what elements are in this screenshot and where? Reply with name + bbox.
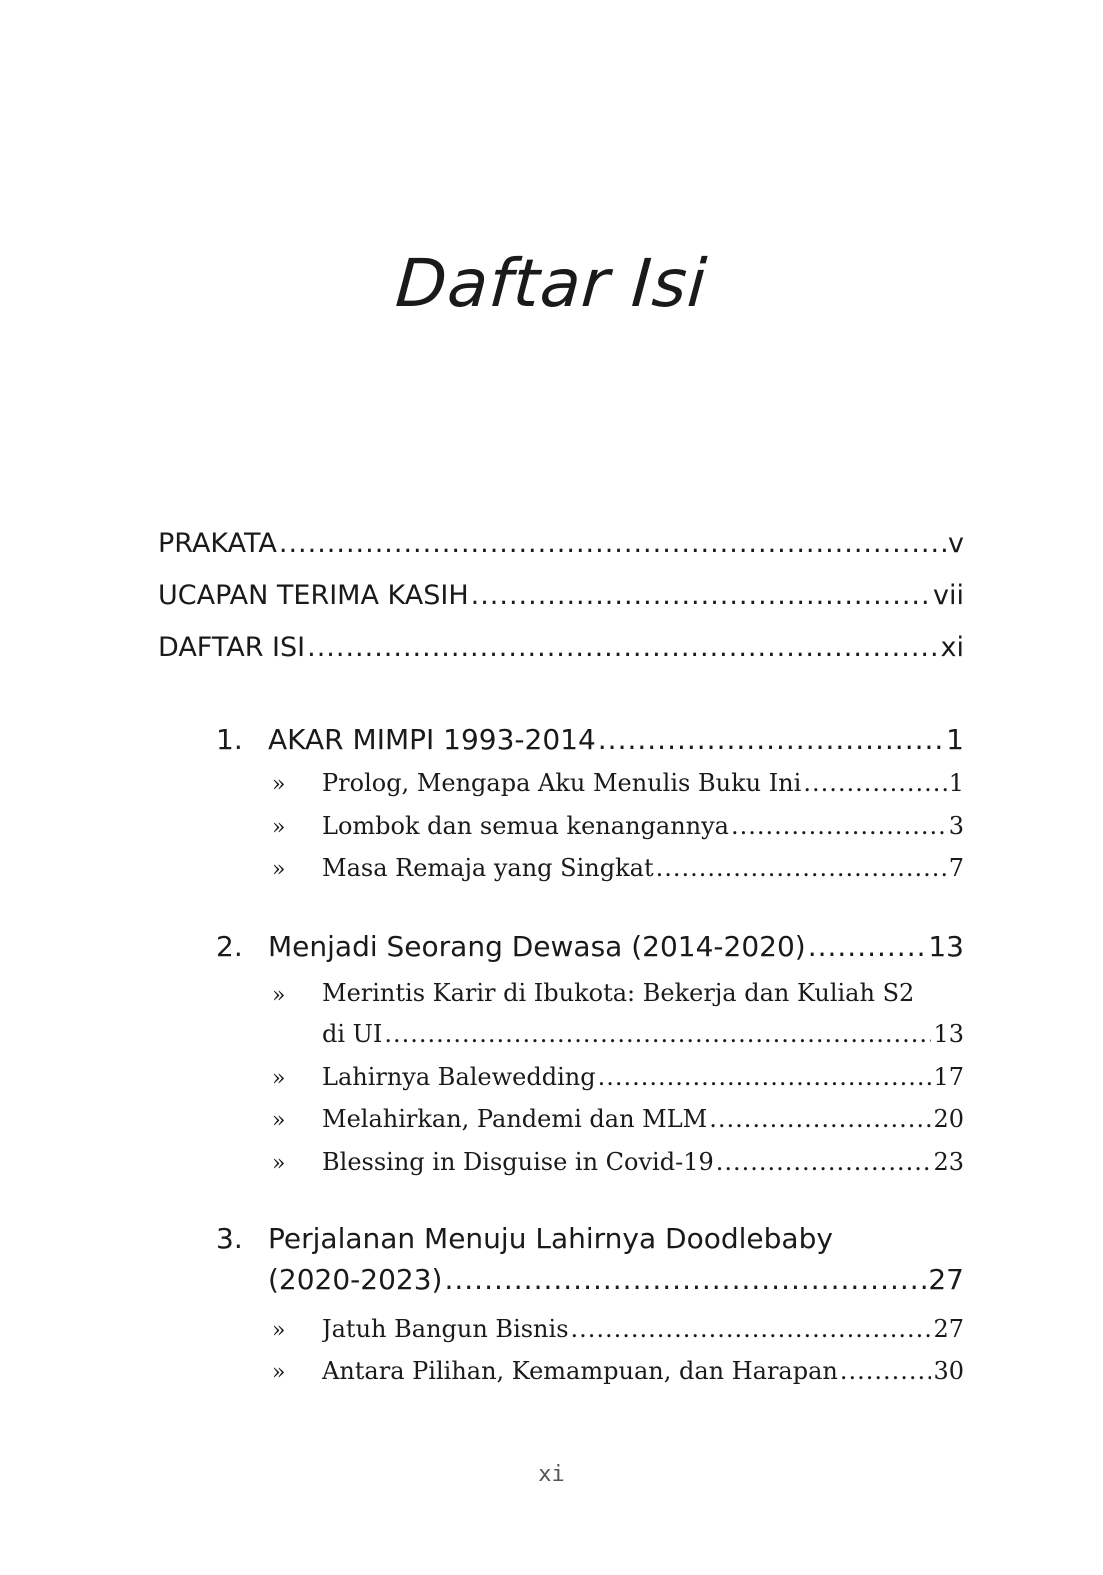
section-title: Blessing in Disguise in Covid-19 [322, 1148, 714, 1176]
section-title: di UI [322, 1020, 383, 1048]
toc-section[interactable] [322, 1357, 964, 1385]
section-page: 17 [933, 1063, 964, 1091]
section-title: Lahirnya Balewedding [322, 1063, 596, 1091]
toc-section[interactable] [322, 769, 964, 797]
section-page: 7 [948, 854, 964, 882]
chapter-number: 2. [216, 930, 243, 963]
section-page: 30 [933, 1357, 964, 1385]
section-page: 27 [933, 1315, 964, 1343]
bullet-marker: » [272, 983, 286, 1008]
bullet-marker: » [272, 772, 286, 797]
section-page: 23 [933, 1148, 964, 1176]
toc-section[interactable] [322, 854, 964, 882]
page-title: Daftar Isi [393, 245, 710, 322]
section-title: Antara Pilihan, Kemampuan, dan Harapan [322, 1357, 838, 1385]
toc-entry-daftar-isi[interactable] [158, 632, 964, 663]
dot-leader [803, 769, 946, 797]
toc-section[interactable] [322, 1020, 964, 1048]
toc-entry-prakata[interactable] [158, 528, 964, 559]
dot-leader [444, 1263, 926, 1296]
bullet-marker: » [272, 1066, 286, 1091]
chapter-title-line1[interactable]: Perjalanan Menuju Lahirnya Doodlebaby [268, 1222, 833, 1255]
chapter-page: 13 [928, 930, 964, 963]
bullet-marker: » [272, 1108, 286, 1133]
toc-entry-label: UCAPAN TERIMA KASIH [158, 580, 469, 611]
bullet-marker: » [272, 1151, 286, 1176]
toc-section[interactable] [322, 1105, 964, 1133]
bullet-marker: » [272, 1318, 286, 1343]
section-title: Masa Remaja yang Singkat [322, 854, 654, 882]
section-title: Lombok dan semua kenangannya [322, 812, 729, 840]
dot-leader [808, 930, 927, 963]
dot-leader [471, 580, 931, 611]
toc-entry-label: DAFTAR ISI [158, 632, 306, 663]
dot-leader [598, 1063, 932, 1091]
bullet-marker: » [272, 1360, 286, 1385]
dot-leader [656, 854, 947, 882]
section-page: 1 [948, 769, 964, 797]
section-title: Prolog, Mengapa Aku Menulis Buku Ini [322, 769, 802, 797]
section-page: 3 [948, 812, 964, 840]
bullet-marker: » [272, 857, 286, 882]
section-title-line1[interactable]: Merintis Karir di Ibukota: Bekerja dan Kuliah S2 [322, 979, 915, 1007]
toc-entry-page: vii [933, 580, 964, 611]
dot-leader [279, 528, 946, 559]
bullet-marker: » [272, 815, 286, 840]
dot-leader [307, 632, 938, 663]
chapter-title: (2020-2023) [268, 1263, 443, 1296]
section-page: 13 [933, 1020, 964, 1048]
toc-chapter-1[interactable] [268, 723, 964, 756]
toc-entry-page: v [948, 528, 964, 559]
toc-entry-page: xi [940, 632, 964, 663]
toc-section[interactable] [322, 812, 964, 840]
chapter-page: 1 [946, 723, 964, 756]
dot-leader [709, 1105, 931, 1133]
section-title: Melahirkan, Pandemi dan MLM [322, 1105, 708, 1133]
chapter-page: 27 [928, 1263, 964, 1296]
chapter-title: Menjadi Seorang Dewasa (2014-2020) [268, 930, 806, 963]
dot-leader [384, 1020, 931, 1048]
page-number: xi [538, 1462, 565, 1487]
chapter-title: AKAR MIMPI 1993-2014 [268, 723, 596, 756]
dot-leader [571, 1315, 932, 1343]
dot-leader [716, 1148, 932, 1176]
toc-section[interactable] [322, 1315, 964, 1343]
chapter-number: 3. [216, 1222, 243, 1255]
dot-leader [731, 812, 947, 840]
toc-entry-ucapan-terima-kasih[interactable] [158, 580, 964, 611]
toc-chapter-3[interactable] [268, 1263, 964, 1296]
chapter-number: 1. [216, 723, 243, 756]
toc-chapter-2[interactable] [268, 930, 964, 963]
toc-entry-label: PRAKATA [158, 528, 277, 559]
dot-leader [598, 723, 944, 756]
toc-section[interactable] [322, 1148, 964, 1176]
toc-section[interactable] [322, 1063, 964, 1091]
section-title: Jatuh Bangun Bisnis [322, 1315, 569, 1343]
dot-leader [840, 1357, 932, 1385]
section-page: 20 [933, 1105, 964, 1133]
